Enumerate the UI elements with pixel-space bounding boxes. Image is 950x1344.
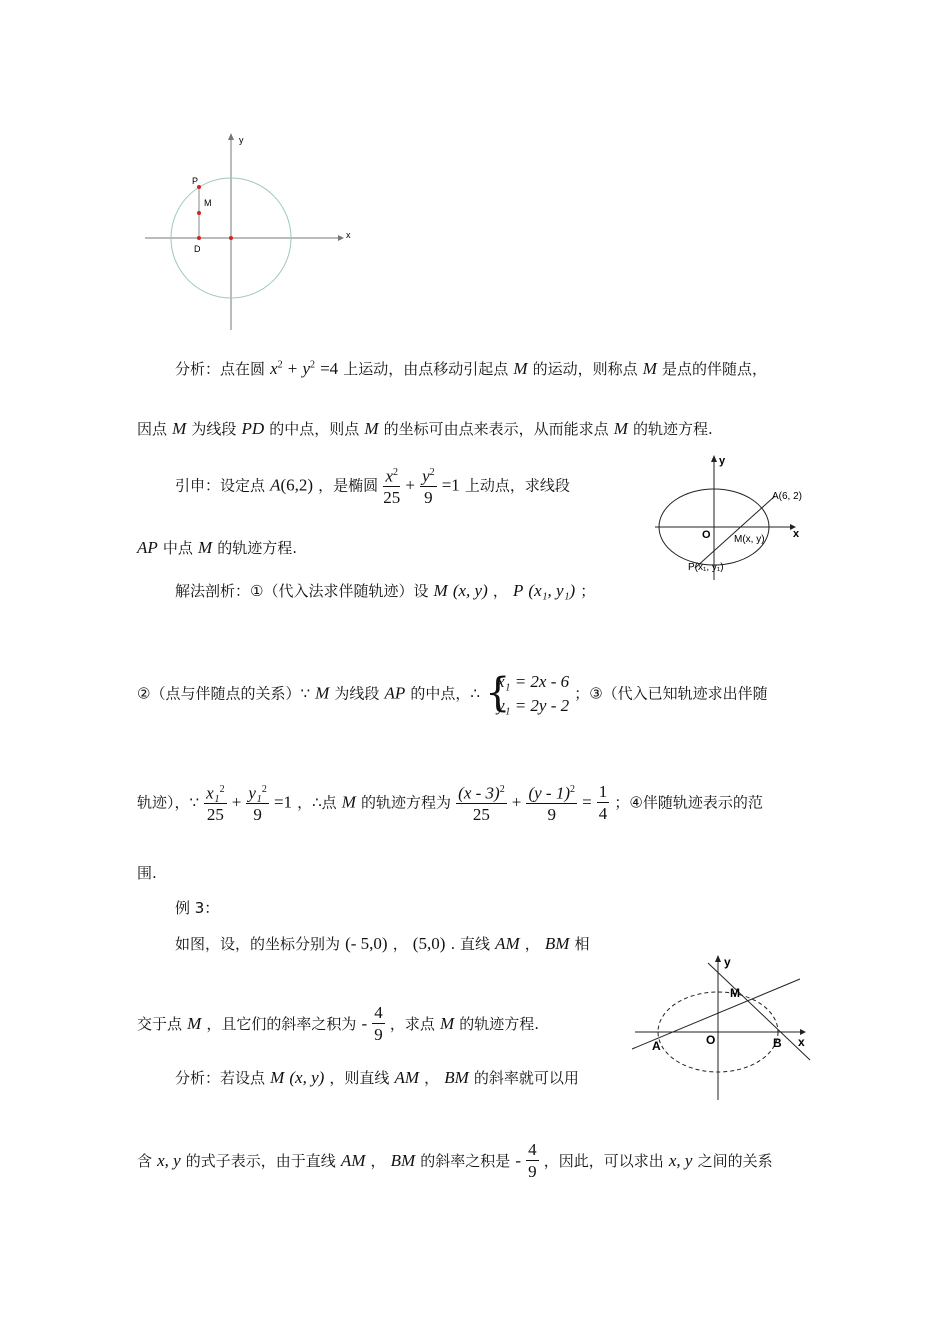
fraction-four-ninths: $\frac{4}{9}$ [374,1003,383,1044]
paragraph-solution-3: 轨迹），∵ $\frac{x_1^2}{25}$ + $\frac{y_1^2}{9}$ =1 ，∴点 M 的轨迹方程为 $\frac{(x - 3)^2}{25}$ + $\frac{(y - 1)^2}{9}$ = $\frac{1}{4}$ ；④伴随轨迹表示的范 [137,781,763,825]
label-o: O [702,529,711,541]
paragraph-extension-2: AP 中点 M 的轨迹方程. [137,538,298,557]
fraction-one-quarter: $\frac{1}{4}$ [598,781,608,823]
fraction-x2-25: $\frac{x^2}{25}$ [383,463,400,509]
label-x: x [798,1035,805,1049]
label-m: M [204,198,212,208]
brace-icon: { [484,670,511,716]
label-a: A [652,1039,661,1053]
y-axis-arrow-icon [228,133,234,140]
paragraph-example-3: 分析：若设点 M (x, y) ，则直线 AM ， BM 的斜率就可以用 [175,1068,579,1087]
y-axis-arrow-icon [711,455,717,462]
fraction-y1sq-9: $\frac{y_1^2}{9}$ [246,780,268,826]
paragraph-analysis-2: 因点 M 为线段 PD 的中点，则点 M 的坐标可由点来表示，从而能求点 M 的轨迹方程. [137,419,713,438]
label-b: B [773,1036,782,1050]
fraction-four-ninths-2: $\frac{4}{9}$ [528,1140,537,1181]
label-y: y [719,455,726,467]
paragraph-solution-2: ②（点与伴随点的关系）∵ M 为线段 AP 的中点，∴ { x₁ = 2x - 6 y₁ = 2y - 2 ；③（代入已知轨迹求出伴随 [137,670,768,716]
paragraph-solution-4: 围. [137,864,157,882]
fraction-yminus1-9: $\frac{(y - 1)^2}{9}$ [526,780,577,826]
figure-ellipse-diagram [650,452,820,582]
figure-lines-ellipse-diagram [630,950,820,1105]
label-d: D [194,244,201,254]
x-axis-arrow-icon [338,235,344,241]
fraction-xminus3-25: $\frac{(x - 3)^2}{25}$ [456,780,507,826]
label-p: P [192,176,199,186]
paragraph-analysis-1: 分析：点在圆 $x^2 + y^2 =4$ 上运动，由点移动引起点 M 的运动，则称点 M 是点的伴随点， [175,359,768,378]
label-m: M [730,986,740,1000]
label-x: x [346,230,351,240]
point-m [197,211,201,215]
system-of-equations: { x₁ = 2x - 6 y₁ = 2y - 2 [484,670,570,716]
label-x: x [793,528,800,540]
label-p: P(x₁, y₁) [688,562,724,573]
label-m: M(x, y) [734,534,765,545]
fraction-y2-9: $\frac{y^2}{9}$ [420,463,437,509]
example-3-title: 例 3： [175,899,220,917]
paragraph-extension: 引申：设定点 A(6,2) ，是椭圆 $\frac{x^2}{25}$ + $\frac{y^2}{9}$ =1 上动点，求线段 [175,463,570,509]
paragraph-example-2: 交于点 M ，且它们的斜率之积为 - $\frac{4}{9}$ ，求点 M 的轨迹方程. [137,1003,539,1044]
label-y: y [724,955,731,969]
fraction-x1sq-25: $\frac{x_1^2}{25}$ [204,780,226,826]
point-d [197,236,201,240]
paragraph-example-4: 含 x, y 的式子表示，由于直线 AM ， BM 的斜率之积是 - $\frac{4}{9}$ ，因此，可以求出 x, y 之间的关系 [137,1140,773,1181]
paragraph-example-1: 如图，设，的坐标分别为 (- 5,0) ， (5,0) . 直线 AM ， BM 相 [175,934,590,953]
label-a: A(6, 2) [772,491,803,502]
figure-circle-diagram [140,128,370,338]
paragraph-solution-1: 解法剖析：①（代入法求伴随轨迹）设 M (x, y) ， P (x₁, y₁) ； [175,581,596,600]
label-y: y [239,135,244,145]
point-origin [229,236,233,240]
y-axis-arrow-icon [715,955,721,962]
label-o: O [706,1033,716,1047]
